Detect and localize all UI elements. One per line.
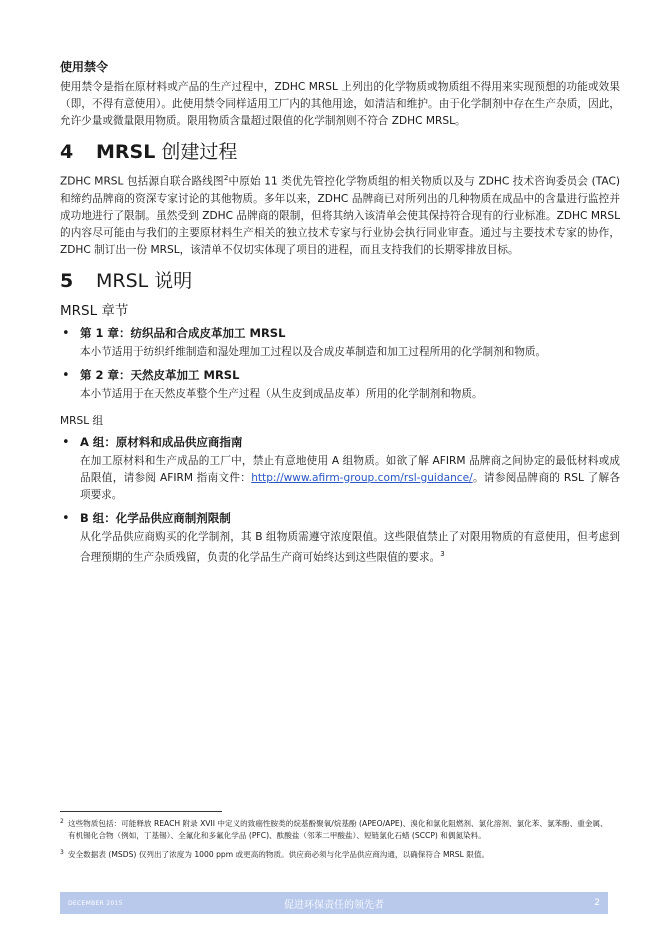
afirm-guidance-link[interactable]: http://www.afirm-group.com/rsl-guidance/ [251, 471, 473, 484]
bullet-icon: • [62, 367, 70, 383]
bullet-icon: • [62, 325, 70, 341]
footer-date: DECEMBER 2015 [68, 899, 123, 907]
footer-slogan: 促进环保责任的领先者 [284, 899, 384, 911]
page-number: 2 [594, 898, 600, 908]
section-4-text-a: ZDHC MRSL 包括源自联合路线图 [60, 175, 224, 188]
footnote-3-text: 安全数据表 (MSDS) 仅列出了浓度为 1000 ppm 或更高的物质。供应商必须与化学品供应商沟通，以确保符合 MRSL 限值。 [68, 850, 490, 859]
chapter-1-item [60, 325, 620, 361]
chapter-1-title: 第 1 章：纺织品和合成皮革加工 MRSL [80, 325, 286, 340]
chapter-1-text: 本小节适用于纺织纤维制造和湿处理加工过程以及合成皮革制造和加工过程所用的化学制剂和物质。 [80, 345, 547, 358]
section-4-title-latin: MRSL [96, 141, 156, 163]
usage-ban-paragraph: 使用禁令是指在原材料或产品的生产过程中，ZDHC MRSL 上列出的化学物质或物质组不得用来实现预想的功能或效果（即，不得有意使用）。此使用禁令同样适用工厂内的其他用途，如清洁和维护。由于化学制剂中存在生产杂质，因此，允许少量或微量限用物质。限用物质含量超过限值的化学制剂则不符合 ZDHC MRSL。 [60, 81, 620, 127]
group-a-title: A 组：原材料和成品供应商指南 [80, 434, 243, 449]
bullet-icon: • [62, 434, 70, 450]
bullet-icon: • [62, 510, 70, 526]
section-4-title-cjk: 创建过程 [155, 141, 238, 163]
mrsl-group-label: MRSL 组 [60, 414, 104, 427]
mrsl-chapters-heading: MRSL 章节 [60, 302, 129, 319]
section-4-text-b: 中原始 11 类优先管控化学物质组的相关物质以及与 ZDHC 技术咨询委员会 (TAC)和缔约品牌商的资深专家讨论的其他物质。多年以来，ZDHC 品牌商已对所列出的几种物质在成品中的含量进行监控并成功地进行了限制。虽然受到 ZDHC 品牌商的限制，但将其纳入该清单会使其保持符合现有的行业标准。ZDHC MRSL 的内容尽可能由与我们的主要原材料生产相关的独立技术专家与行业协会执行同业审查。通过与主要技术专家的协作，ZDHC 制订出一份 MRSL，该清单不仅切实体现了项目的进程，而且支持我们的长期零排放目标。 [60, 175, 621, 256]
footnote-divider [60, 811, 222, 812]
footnote-2-number: 2 [60, 818, 64, 825]
chapter-2-title: 第 2 章：天然皮革加工 MRSL [80, 367, 240, 382]
footnote-ref-2[interactable]: 2 [223, 174, 229, 182]
footnote-2-text: 这些物质包括：可能释放 REACH 附录 XVII 中定义的致癌性胺类的烷基酚聚氧/烷基酚 (APEO/APE)、溴化和氯化阻燃剂、氯化溶剂、氯化苯、氯苯酚、重金属、有机锡化合物（例如，丁基锡）、全氟化和多氟化学品 (PFC)、酞酸盐（邻苯二甲酸盐）、短链氯化石蜡 (SCCP) 和偶氮染料。 [68, 819, 608, 840]
section-5-heading [60, 269, 620, 293]
section-5-number: 5 [60, 269, 74, 292]
footnote-ref-3[interactable]: 3 [440, 549, 445, 558]
section-4-paragraph [60, 170, 620, 259]
page-footer [60, 892, 608, 914]
group-a-text [80, 453, 620, 504]
group-b-title: B 组：化学品供应商制剂限制 [80, 510, 231, 525]
group-a-text-a: 在加工原材料和生产成品的工厂中，禁止有意地使用 A 组物质。如欲了解 AFIRM 品牌商之间协定的最低材料或成品限值，请参阅 AFIRM 指南文件： [80, 454, 620, 484]
section-4-number: 4 [60, 141, 74, 163]
section-4-heading [60, 140, 620, 164]
group-a-item [60, 434, 620, 504]
chapter-2-item [60, 367, 620, 403]
group-b-text-body: 从化学品供应商购买的化学制剂，其 B 组物质需遵守浓度限值。这些限值禁止了对限用物质的有意使用，但考虑到合理预期的生产杂质残留，负责的化学品生产商可始终达到这些限值的要求。 [80, 530, 620, 564]
group-b-item [60, 510, 620, 567]
group-a-text-b: 。请参阅品牌商的 RSL 了解各项要求。 [80, 471, 620, 501]
group-b-text [80, 529, 620, 567]
usage-ban-heading: 使用禁令 [60, 60, 109, 74]
chapter-2-text: 本小节适用于在天然皮革整个生产过程（从生皮到成品皮革）所用的化学制剂和物质。 [80, 387, 483, 400]
footnotes [60, 818, 615, 868]
footnote-3 [60, 849, 615, 861]
footnote-3-number: 3 [60, 849, 64, 856]
footnote-2 [60, 818, 615, 842]
section-5-title: MRSL 说明 [96, 269, 193, 292]
page-body [60, 58, 620, 566]
